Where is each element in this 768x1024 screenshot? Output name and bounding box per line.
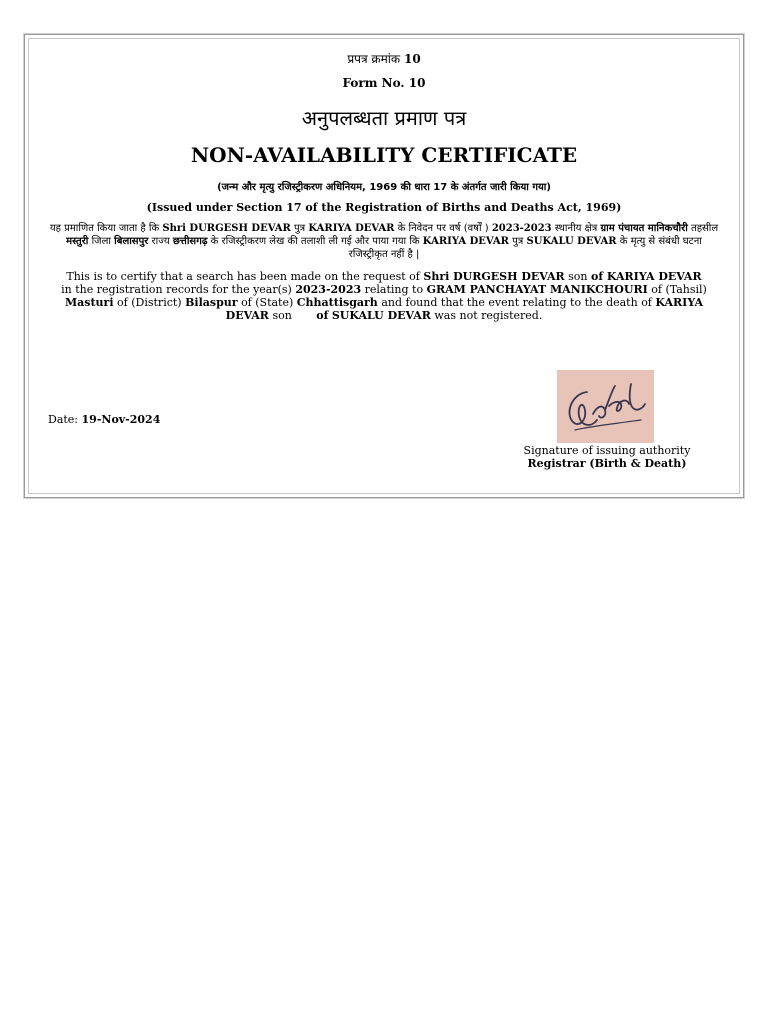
english-text: son bbox=[272, 309, 292, 322]
form-number-value: 10 bbox=[403, 52, 421, 66]
hindi-applicant-name: Shri DURGESH DEVAR bbox=[162, 223, 291, 234]
english-text: of (State) bbox=[241, 296, 294, 309]
hindi-text: स्थानीय क्षेत्र bbox=[554, 223, 598, 234]
certificate-title: NON-AVAILABILITY CERTIFICATE bbox=[190, 143, 578, 167]
english-father-name: of KARIYA DEVAR bbox=[590, 270, 702, 283]
english-text: of (Tahsil) bbox=[651, 283, 707, 296]
english-years: 2023-2023 bbox=[295, 283, 362, 296]
english-text: relating to bbox=[364, 283, 424, 296]
signature-block bbox=[500, 444, 714, 470]
hindi-certificate-title: अनुपलब्धता प्रमाण पत्र bbox=[301, 106, 467, 130]
hindi-text: के रजिस्ट्रीकरण लेख की तलाशी ली गई और पाया गया कि bbox=[210, 236, 420, 247]
english-state: Chhattisgarh bbox=[296, 296, 378, 309]
english-deceased-father: SUKALU DEVAR bbox=[331, 309, 431, 322]
hindi-district: बिलासपुर bbox=[114, 236, 149, 247]
english-tahsil: Masturi bbox=[64, 296, 114, 309]
english-text: and found that the event relating to the death of bbox=[381, 296, 652, 309]
hindi-body-paragraph bbox=[48, 222, 720, 261]
english-local-area: GRAM PANCHAYAT MANIKCHOURI bbox=[426, 283, 648, 296]
hindi-deceased-name: KARIYA DEVAR bbox=[422, 236, 509, 247]
hindi-text: पुत्र bbox=[293, 223, 306, 234]
english-text: of (District) bbox=[117, 296, 182, 309]
hindi-years: 2023-2023 bbox=[491, 223, 552, 234]
english-text: This is to certify that a search has been made on the request of bbox=[66, 270, 420, 283]
date-label: Date: bbox=[48, 413, 79, 426]
hindi-text: के मृत्यु से संबंधी घटना रजिस्ट्रीकृत नहीं है | bbox=[348, 236, 702, 260]
hindi-state: छत्तीसगढ़ bbox=[172, 236, 208, 247]
english-text: in the registration records for the year(s) bbox=[61, 283, 292, 296]
hindi-issued-under: (जन्म और मृत्यु रजिस्ट्रीकरण अधिनियम, 1969 की धारा 17 के अंतर्गत जारी किया गया) bbox=[217, 182, 551, 193]
english-text: was not registered. bbox=[434, 309, 543, 322]
english-district: Bilaspur bbox=[185, 296, 238, 309]
issue-date bbox=[48, 413, 160, 426]
hindi-form-number bbox=[0, 50, 768, 67]
hindi-form-label: प्रपत्र क्रमांक bbox=[347, 52, 401, 66]
english-text: son bbox=[568, 270, 588, 283]
hindi-text: के निवेदन पर वर्ष (वर्षों ) bbox=[397, 223, 489, 234]
hindi-deceased-father: SUKALU DEVAR bbox=[526, 236, 617, 247]
form-number: Form No. 10 bbox=[342, 76, 426, 90]
hindi-text: पुत्र bbox=[512, 236, 524, 247]
date-value: 19-Nov-2024 bbox=[81, 413, 161, 426]
hindi-tahsil: मस्तुरी bbox=[66, 236, 89, 247]
signature-caption: Signature of issuing authority bbox=[523, 444, 691, 457]
english-body-paragraph bbox=[60, 270, 708, 322]
english-deceased-name: KARIYA DEVAR bbox=[225, 296, 704, 322]
english-applicant-name: Shri DURGESH DEVAR bbox=[423, 270, 565, 283]
english-of-word: of bbox=[316, 309, 329, 322]
signature-scribble bbox=[557, 370, 654, 443]
issued-under: (Issued under Section 17 of the Registration of Births and Deaths Act, 1969) bbox=[146, 201, 622, 214]
hindi-local-area: ग्राम पंचायत मानिकचौरी bbox=[600, 223, 688, 234]
hindi-text: तहसील bbox=[691, 223, 719, 234]
hindi-text: राज्य bbox=[151, 236, 170, 247]
hindi-text: जिला bbox=[91, 236, 111, 247]
signature-image bbox=[557, 370, 654, 443]
registrar-title: Registrar (Birth & Death) bbox=[527, 457, 687, 470]
hindi-father-name: KARIYA DEVAR bbox=[308, 223, 395, 234]
hindi-text: यह प्रमाणित किया जाता है कि bbox=[49, 223, 160, 234]
